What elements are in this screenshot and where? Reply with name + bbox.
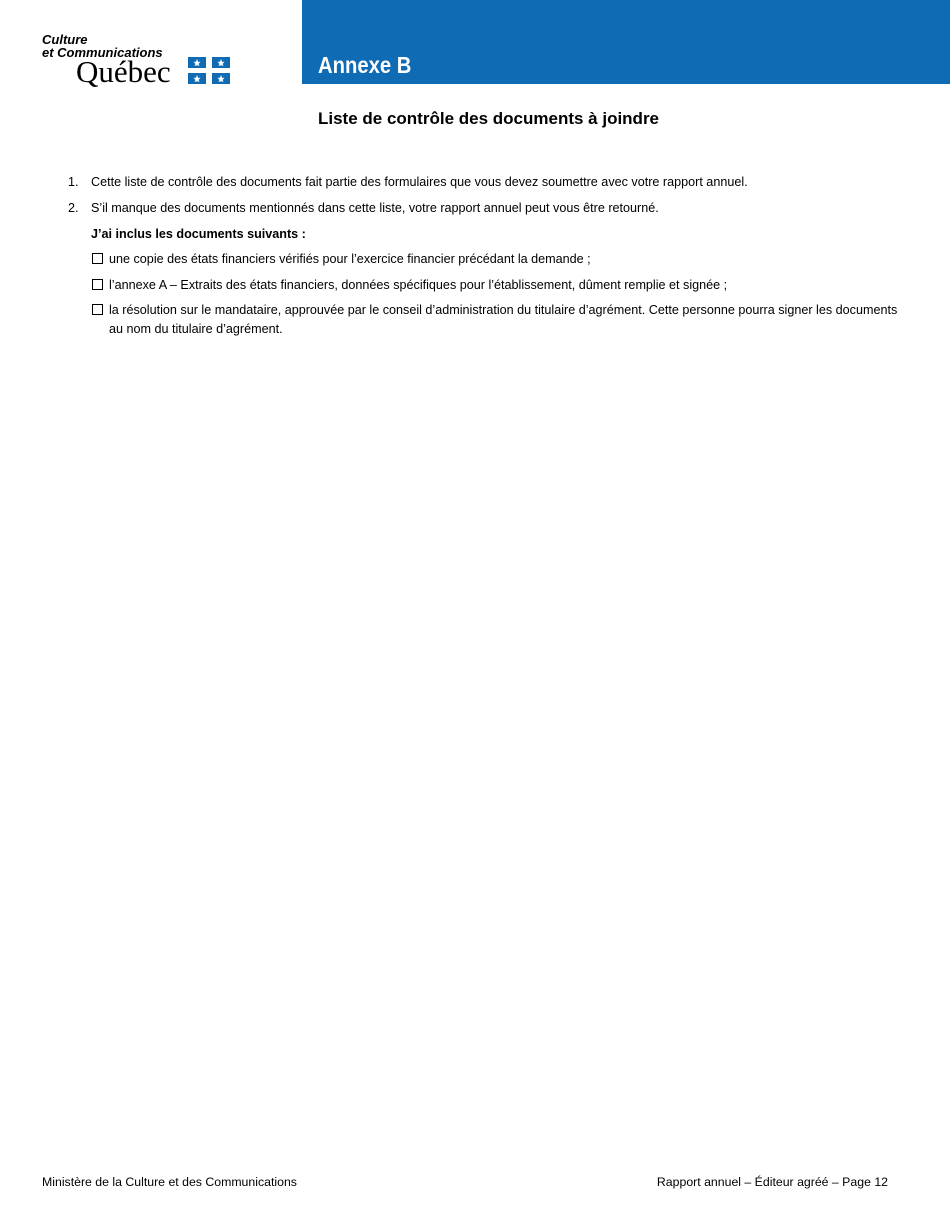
quebec-flag-icon [188, 57, 230, 84]
checklist-item-resolution[interactable] [92, 301, 902, 339]
footer-page-info: Rapport annuel – Éditeur agréé – Page 12 [656, 1175, 888, 1189]
checkbox[interactable] [92, 304, 103, 315]
item-number: 1. [68, 175, 79, 189]
checkbox[interactable] [92, 279, 103, 290]
checklist-item-annex-a[interactable] [92, 276, 902, 295]
footer-ministry: Ministère de la Culture et des Communications [42, 1175, 297, 1189]
checklist-item-label: une copie des états financiers vérifiés pour l’exercice financier précédant la demande ; [109, 252, 591, 266]
ministry-logo [42, 33, 242, 93]
checklist-intro: J’ai inclus les documents suivants : [91, 227, 306, 241]
item-text: S’il manque des documents mentionnés dans cette liste, votre rapport annuel peut vous être retourné. [91, 201, 659, 215]
logo-line-communications: et Communications [42, 45, 163, 60]
checkbox[interactable] [92, 253, 103, 264]
page-subtitle: Liste de contrôle des documents à joindre [318, 109, 660, 128]
item-number: 2. [68, 201, 79, 215]
item-text: Cette liste de contrôle des documents fait partie des formulaires que vous devez soumettre avec votre rapport annuel. [91, 175, 748, 189]
logo-quebec-wordmark: Québec [76, 54, 171, 89]
header-bar [302, 0, 950, 84]
checklist-item-financial-statements[interactable] [92, 250, 902, 269]
annex-title: Annexe B [318, 52, 412, 78]
logo-line-culture: Culture [42, 32, 88, 47]
checklist-item-label: l’annexe A – Extraits des états financiers, données spécifiques pour l’établissement, dûment remplie et signée ; [109, 278, 728, 292]
checklist-item-label: la résolution sur le mandataire, approuvée par le conseil d’administration du titulaire d’agrément. Cette personne pourra signer les documents au nom du titulaire d’agrément. [109, 303, 898, 336]
